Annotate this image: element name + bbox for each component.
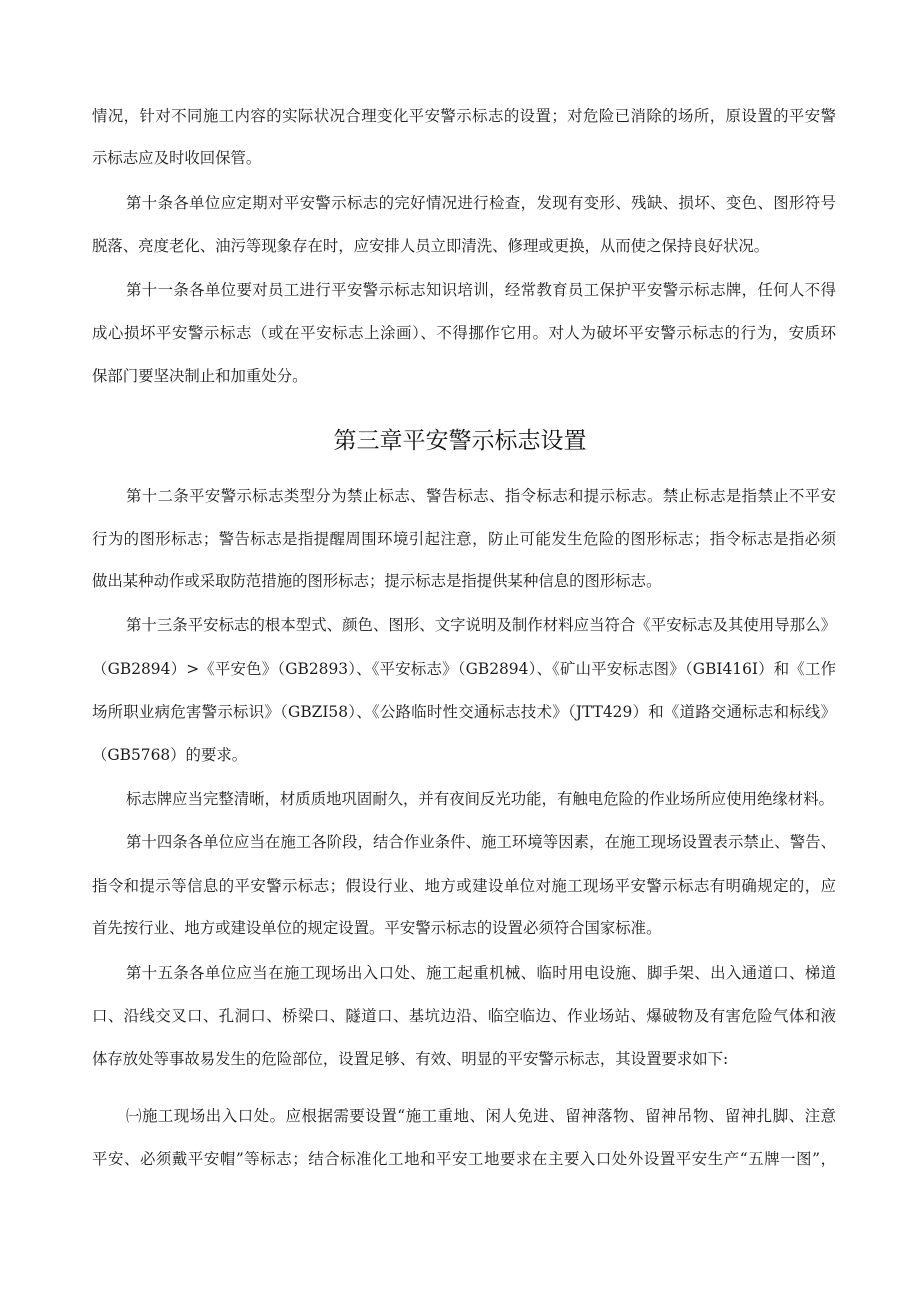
paragraph-line: （GB2894）>《平安色》（GB2893）、《平安标志》（GB2894）、《矿山平安标志图》（GBI416I）和《工作 [92,660,836,678]
paragraph-line: 口、沿线交叉口、孔洞口、桥梁口、隧道口、基坑边沿、临空临边、作业场站、爆破物及有害危险气体和液 [92,1007,836,1025]
paragraph-line: 首先按行业、地方或建设单位的规定设置。平安警示标志的设置必须符合国家标准。 [92,919,662,937]
paragraph-line: 第十三条平安标志的根本型式、颜色、图形、文字说明及制作材料应当符合《平安标志及其使用导那么》 [126,616,836,634]
paragraph-line: 情况，针对不同施工内容的实际状况合理变化平安警示标志的设置；对危险已消除的场所，原设置的平安警 [92,107,836,125]
paragraph-line: 场所职业病危害警示标识》（GBZI58）、《公路临时性交通标志技术》（JTT429）和《道路交通标志和标线》 [92,703,836,721]
paragraph-line: 平安、必须戴平安帽”等标志；结合标准化工地和平安工地要求在主要入口处外设置平安生产“五牌一图”， [92,1150,836,1168]
paragraph-line: 行为的图形标志；警告标志是指提醒周围环境引起注意，防止可能发生危险的图形标志；指令标志是指必须 [92,530,836,548]
chapter-heading: 第三章平安警示标志设置 [333,428,587,454]
paragraph-line: 第十五条各单位应当在施工现场出入口处、施工起重机械、临时用电设施、脚手架、出入通道口、梯道 [126,964,836,982]
paragraph-line: 示标志应及时收回保管。 [92,149,262,167]
paragraph-line: 标志牌应当完整清晰，材质质地巩固耐久，并有夜间反光功能，有触电危险的作业场所应使用绝缘材料。 [126,790,834,808]
paragraph-line: 第十四条各单位应当在施工各阶段，结合作业条件、施工环境等因素，在施工现场设置表示禁止、警告、 [126,833,836,851]
paragraph-line: ㈠施工现场出入口处。应根据需要设置“施工重地、闲人免进、留神落物、留神吊物、留神扎脚、注意 [126,1107,836,1125]
paragraph-line: 第十条各单位应定期对平安警示标志的完好情况进行检查，发现有变形、残缺、损坏、变色、图形符号 [126,194,836,212]
paragraph-line: 体存放处等事故易发生的危险部位，设置足够、有效、明显的平安警示标志，其设置要求如下: [92,1050,729,1068]
paragraph-line: 做出某种动作或采取防范措施的图形标志；提示标志是指提供某种信息的图形标志。 [92,572,662,590]
paragraph-line: 成心损坏平安警示标志（或在平安标志上涂画）、不得挪作它用。对人为破坏平安警示标志的行为，安质环 [92,324,836,342]
paragraph-line: 第十一条各单位要对员工进行平安警示标志知识培训，经常教育员工保护平安警示标志牌，任何人不得 [126,281,836,299]
paragraph-line: 脱落、亮度老化、油污等现象存在时，应安排人员立即清洗、修理或更换，从而使之保持良好状况。 [92,237,770,255]
paragraph-line: （GB5768）的要求。 [92,746,248,764]
paragraph-line: 保部门要坚决制止和加重处分。 [92,367,308,385]
paragraph-line: 第十二条平安警示标志类型分为禁止标志、警告标志、指令标志和提示标志。禁止标志是指禁止不平安 [126,487,836,505]
paragraph-line: 指令和提示等信息的平安警示标志；假设行业、地方或建设单位对施工现场平安警示标志有明确规定的，应 [92,877,836,895]
